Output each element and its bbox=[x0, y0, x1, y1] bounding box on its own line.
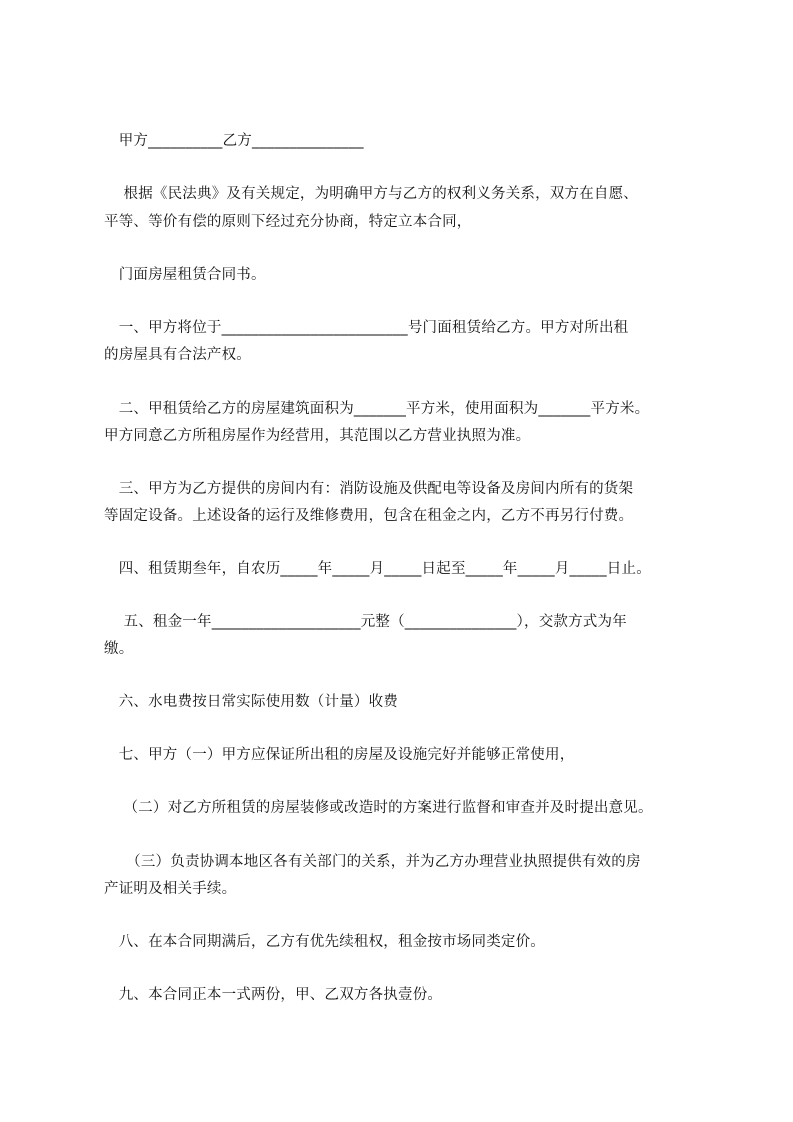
intro-line-1: 根据《民法典》及有关规定，为明确甲方与乙方的权利义务关系，双方在自愿、 bbox=[104, 186, 639, 202]
clause-2-line-1: 二、甲租赁给乙方的房屋建筑面积为_______平方米，使用面积为_______平方米。 bbox=[104, 401, 650, 417]
clause-7-line-1: 七、甲方（一）甲方应保证所出租的房屋及设施完好并能够正常使用， bbox=[104, 747, 575, 763]
clause-4-line-1: 四、租赁期叁年，自农历_____年_____月_____日起至_____年_____月_____日止。 bbox=[104, 561, 651, 577]
clause-3-line-1: 三、甲方为乙方提供的房间内有：消防设施及供配电等设备及房间内所有的货架 bbox=[104, 481, 634, 497]
clause-2-line-2: 甲方同意乙方所租房屋作为经营用，其范围以乙方营业执照为准。 bbox=[104, 428, 531, 444]
clause-7-sub-3-line-2: 产证明及相关手续。 bbox=[104, 881, 237, 897]
clause-9-line-1: 九、本合同正本一式两份，甲、乙双方各执壹份。 bbox=[104, 987, 443, 1003]
clause-5-line-1: 五、租金一年____________________元整（_______________），交款方式为年 bbox=[104, 614, 627, 630]
clause-7-sub-2: （二）对乙方所租赁的房屋装修或改造时的方案进行监督和审查并及时提出意见。 bbox=[104, 800, 653, 816]
parties-line: 甲方__________乙方_______________ bbox=[104, 133, 364, 149]
clause-7-sub-3-line-1: （三）负责协调本地区各有关部门的关系，并为乙方办理营业执照提供有效的房 bbox=[104, 854, 641, 870]
clause-8-line-1: 八、在本合同期满后，乙方有优先续租权，租金按市场同类定价。 bbox=[104, 934, 545, 950]
intro-line-2: 平等、等价有偿的原则下经过充分协商，特定立本合同， bbox=[104, 214, 472, 230]
contract-subtitle: 门面房屋租赁合同书。 bbox=[104, 267, 266, 283]
clause-1-line-2: 的房屋具有合法产权。 bbox=[104, 347, 251, 363]
clause-1-line-1: 一、甲方将位于_________________________号门面租赁给乙方。甲方对所出租 bbox=[104, 320, 629, 336]
clause-5-line-2: 缴。 bbox=[104, 641, 134, 657]
clause-3-line-2: 等固定设备。上述设备的运行及维修费用，包含在租金之内，乙方不再另行付费。 bbox=[104, 508, 634, 524]
clause-6-line-1: 六、水电费按日常实际使用数（计量）收费 bbox=[104, 694, 398, 710]
